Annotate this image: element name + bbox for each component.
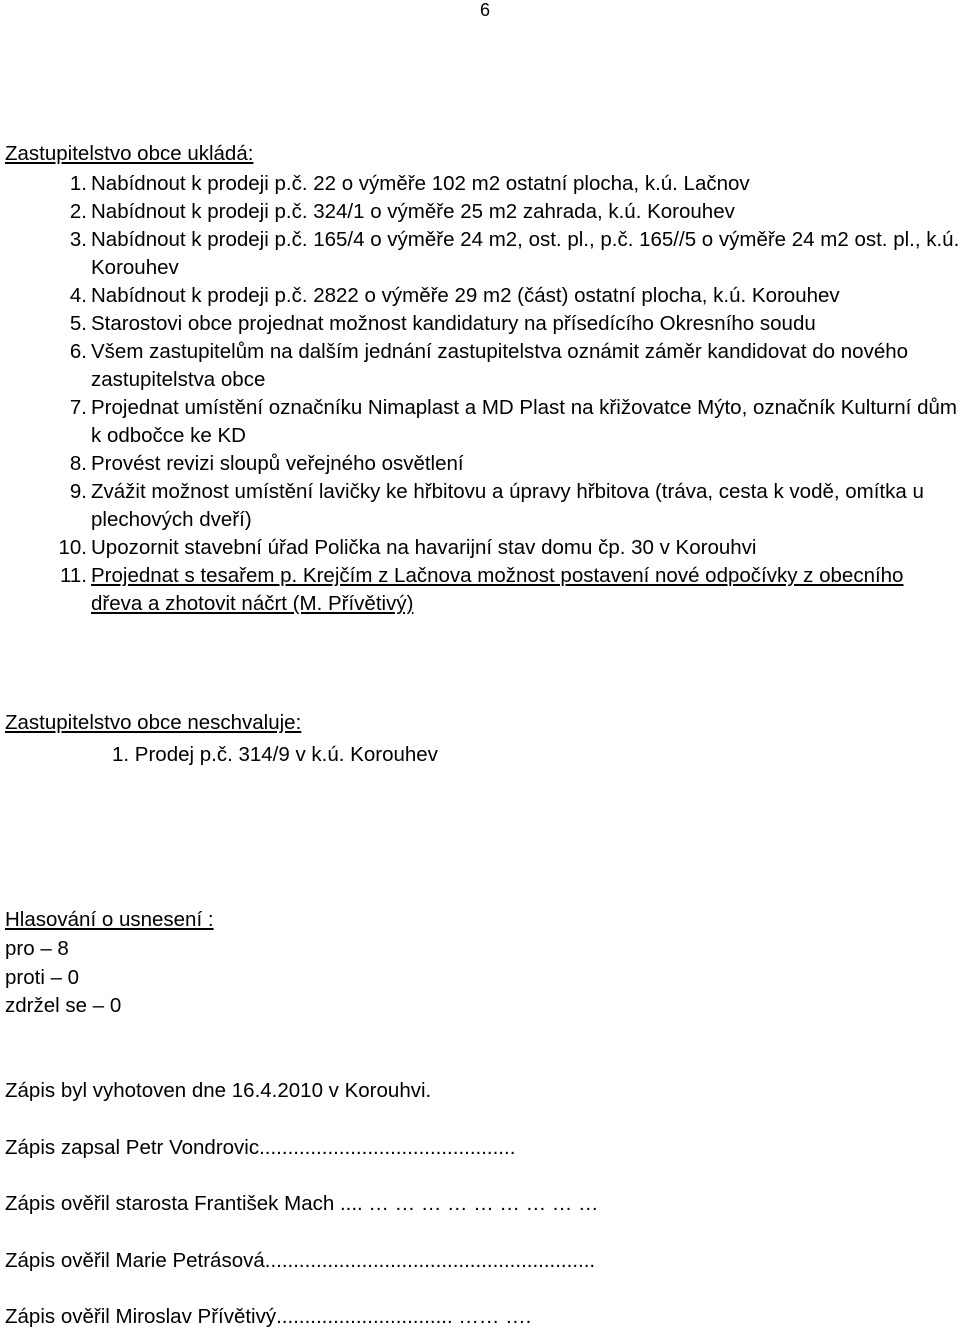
list-item-number: 2. [69,200,87,223]
list-item-number: 8. [69,452,87,475]
section-heading-neschvaluje: Zastupitelstvo obce neschvaluje: [5,711,302,734]
list-item-number: 5. [69,312,87,335]
resolution-list [5,170,960,618]
list-item [5,534,960,562]
list-item [5,562,960,618]
vote-for: pro – 8 [5,937,69,960]
section-heading-uklada: Zastupitelstvo obce ukládá: [5,142,254,165]
list-item-text: Projednat umístění označníku Nimaplast a MD Plast na křižovatce Mýto, označník Kulturní dům k odbočce ke KD [91,396,957,447]
list-item [5,310,960,338]
list-item [5,282,960,310]
vote-abstain: zdržel se – 0 [5,994,122,1017]
rejected-item: 1. Prodej p.č. 314/9 v k.ú. Korouhev [112,743,438,766]
record-created-line: Zápis byl vyhotoven dne 16.4.2010 v Korouhvi. [5,1079,432,1102]
list-item [5,450,960,478]
list-item-number: 3. [69,228,87,251]
list-item-text: Všem zastupitelům na dalším jednání zastupitelstva oznámit záměr kandidovat do nového zastupitelstva obce [91,340,909,391]
list-item-text: Nabídnout k prodeji p.č. 2822 o výměře 29 m2 (část) ostatní plocha, k.ú. Korouhev [91,284,840,307]
vote-against: proti – 0 [5,966,80,989]
verified-line-2: Zápis ověřil Miroslav Přívětivý............................... …… …. [5,1305,532,1328]
list-item-number: 11. [60,564,87,587]
list-item-number: 10. [58,536,87,559]
list-item-text: Nabídnout k prodeji p.č. 324/1 o výměře 25 m2 zahrada, k.ú. Korouhev [91,200,735,223]
verified-line-1: Zápis ověřil Marie Petrásová.......................................................... [5,1249,596,1272]
list-item-number: 4. [69,284,87,307]
list-item-number: 6. [69,340,87,363]
list-item [5,170,960,198]
recorded-by-line: Zápis zapsal Petr Vondrovic............................................. [5,1136,516,1159]
list-item-number: 9. [69,480,87,503]
list-item-text: Starostovi obce projednat možnost kandidatury na přísedícího Okresního soudu [91,312,816,335]
list-item [5,198,960,226]
list-item [5,478,960,534]
list-item-text: Zvážit možnost umístění lavičky ke hřbitovu a úpravy hřbitova (tráva, cesta k vodě, omítka u plechových dveří) [91,480,924,531]
list-item-text: Nabídnout k prodeji p.č. 22 o výměře 102 m2 ostatní plocha, k.ú. Lačnov [91,172,750,195]
list-item-text: Provést revizi sloupů veřejného osvětlení [91,452,464,475]
list-item-text: Projednat s tesařem p. Krejčím z Lačnova možnost postavení nové odpočívky z obecního dřeva a zhotovit náčrt (M. Přívětivý) [91,564,904,615]
voting-heading: Hlasování o usnesení : [5,908,214,931]
list-item [5,226,960,282]
list-item-text: Upozornit stavební úřad Polička na havarijní stav domu čp. 30 v Korouhvi [91,536,757,559]
list-item [5,338,960,394]
list-item-number: 1. [69,172,87,195]
list-item-number: 7. [69,396,87,419]
page-number: 6 [480,0,491,20]
list-item [5,394,960,450]
verified-mayor-line: Zápis ověřil starosta František Mach .... … … … … … … … … … [5,1192,599,1215]
list-item-text: Nabídnout k prodeji p.č. 165/4 o výměře 24 m2, ost. pl., p.č. 165//5 o výměře 24 m2 ost. pl., k.ú. Korouhev [91,228,960,279]
